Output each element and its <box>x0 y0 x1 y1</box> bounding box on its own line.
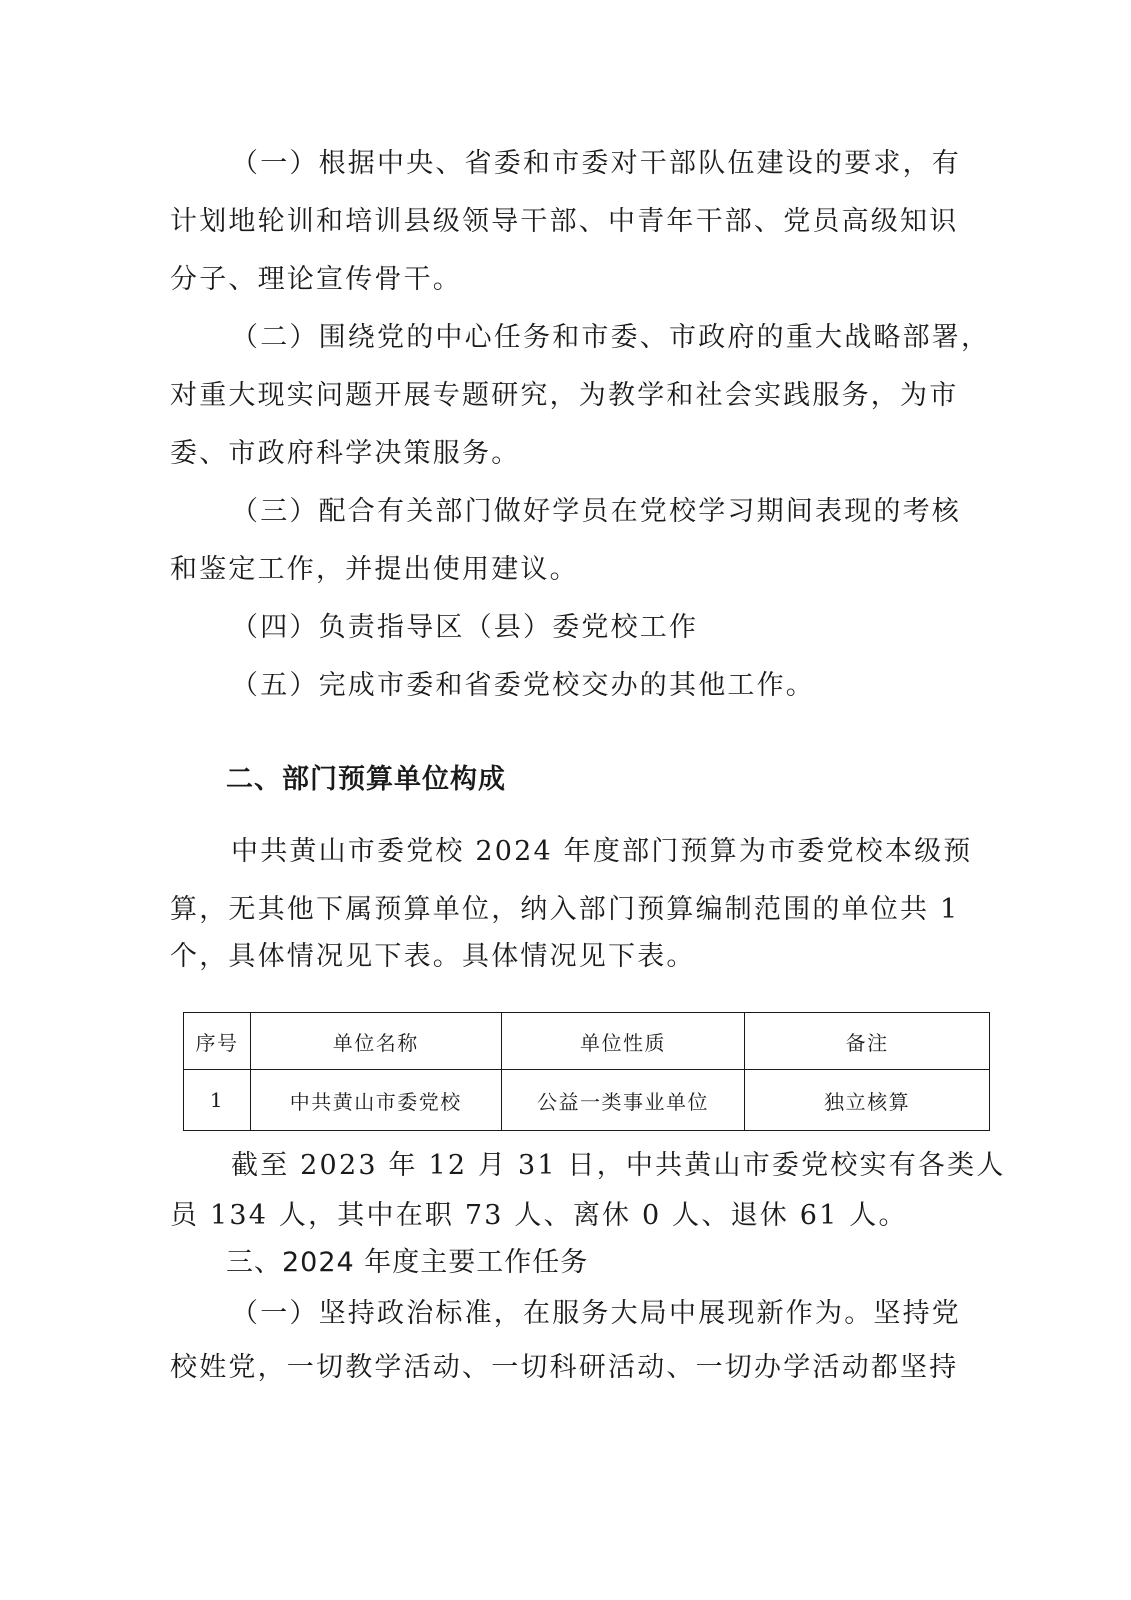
paragraph-line: （四）负责指导区（县）委党校工作 <box>231 612 699 643</box>
paragraph-line: 校姓党，一切教学活动、一切科研活动、一切办学活动都坚持 <box>170 1352 959 1383</box>
table-cell-unit-name: 中共黄山市委党校 <box>250 1070 501 1131</box>
paragraph-line: 员 134 人，其中在职 73 人、离休 0 人、退休 61 人。 <box>170 1200 908 1231</box>
table-row <box>184 1070 990 1131</box>
paragraph-line: 和鉴定工作，并提出使用建议。 <box>170 554 579 585</box>
column-header-remarks: 备注 <box>745 1013 990 1070</box>
paragraph-line: （一）根据中央、省委和市委对干部队伍建设的要求，有 <box>231 148 961 179</box>
column-header-index: 序号 <box>184 1013 251 1070</box>
paragraph-line: 委、市政府科学决策服务。 <box>170 438 521 469</box>
column-header-unit-name: 单位名称 <box>250 1013 501 1070</box>
paragraph-line: 对重大现实问题开展专题研究，为教学和社会实践服务，为市 <box>170 380 959 411</box>
paragraph-line: （五）完成市委和省委党校交办的其他工作。 <box>231 670 815 701</box>
table-cell-remarks: 独立核算 <box>745 1070 990 1131</box>
table-cell-unit-type: 公益一类事业单位 <box>501 1070 745 1131</box>
paragraph-line: （一）坚持政治标准，在服务大局中展现新作为。坚持党 <box>231 1298 961 1329</box>
paragraph-line: 计划地轮训和培训县级领导干部、中青年干部、党员高级知识 <box>170 206 959 237</box>
table-cell-index: 1 <box>184 1070 251 1131</box>
paragraph-line: （三）配合有关部门做好学员在党校学习期间表现的考核 <box>231 496 961 527</box>
paragraph-line: 算，无其他下属预算单位，纳入部门预算编制范围的单位共 1 <box>170 894 960 925</box>
paragraph-line: 截至 2023 年 12 月 31 日，中共黄山市委党校实有各类人 <box>231 1150 1006 1181</box>
paragraph-line: 个，具体情况见下表。具体情况见下表。 <box>170 941 696 972</box>
paragraph-line: 中共黄山市委党校 2024 年度部门预算为市委党校本级预 <box>231 836 973 867</box>
budget-unit-table <box>183 1012 990 1131</box>
table-header-row <box>184 1013 990 1070</box>
section-heading: 三、2024 年度主要工作任务 <box>226 1247 589 1278</box>
paragraph-line: （二）围绕党的中心任务和市委、市政府的重大战略部署， <box>231 322 991 353</box>
section-heading: 二、部门预算单位构成 <box>226 764 506 795</box>
column-header-unit-type: 单位性质 <box>501 1013 745 1070</box>
paragraph-line: 分子、理论宣传骨干。 <box>170 264 462 295</box>
